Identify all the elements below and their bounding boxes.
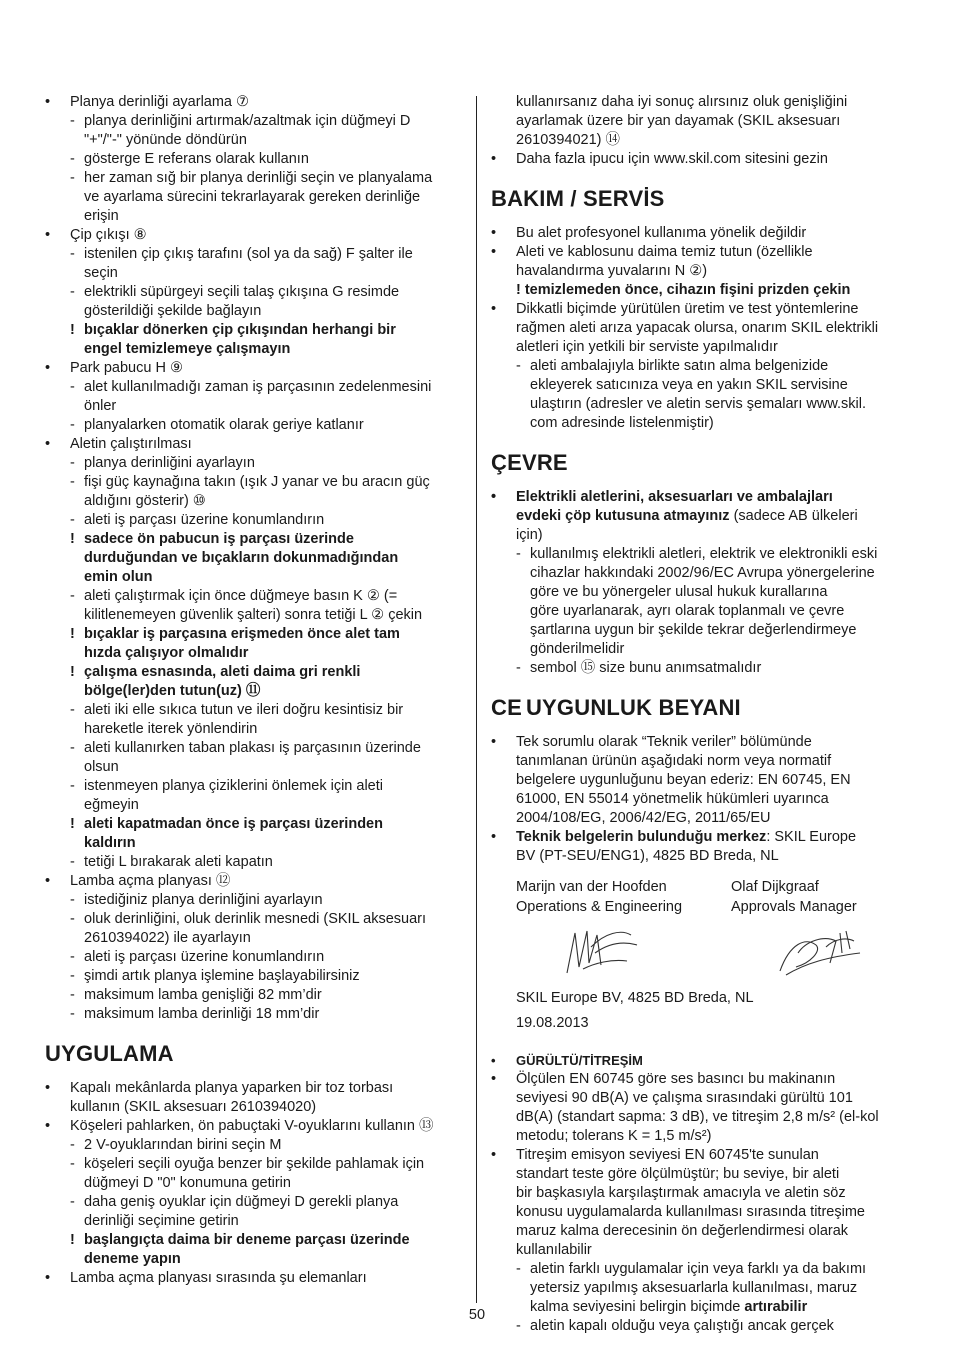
dash-item: - 2 V-oyuklarından birini seçin M: [45, 1136, 460, 1155]
continuation-line: "+"/"-" yönünde döndürün: [84, 132, 247, 148]
dash-item: - oluk derinliğini, oluk derinlik mesnedi (SKIL aksesuarı: [45, 910, 460, 929]
continuation-line: erişin: [84, 208, 119, 224]
column-divider: [476, 96, 477, 1303]
continuation-line: ayarlamak üzere bir yan dayamak (SKIL aksesuarı: [516, 113, 841, 129]
continuation-line: göre uyarlanarak, ayrı olarak toplanmalı ve çevre: [530, 603, 845, 619]
dash-item: - her zaman sığ bir planya derinliği seçin ve planyalama: [45, 169, 460, 188]
dash-item: - aleti kullanırken taban plakası iş parçasının üzerinde: [45, 739, 460, 758]
signature-block: [491, 878, 911, 1033]
signatory-a-title: Operations & Engineering: [516, 899, 683, 915]
warning-item: ! başlangıçta daima bir deneme parçası üzerinde: [45, 1231, 460, 1250]
page-number: 50: [468, 1307, 486, 1323]
warning-item: ! sadece ön pabucun iş parçası üzerinde: [45, 530, 460, 549]
dash-item: - istenilen çip çıkış tarafını (sol ya da sağ) F şalter ile: [45, 245, 460, 264]
continuation-line: 2610394022) ile ayarlayın: [84, 930, 251, 946]
dash-item: - planya derinliğini ayarlayın: [45, 454, 460, 473]
continuation-line: önler: [84, 398, 117, 414]
dash-item: - planyalarken otomatik olarak geriye katlanır: [45, 416, 460, 435]
continuation-line: bir başkasıyla karşılaştırmak amacıyla ve aletin söz: [516, 1185, 846, 1201]
bullet-item: • Teknik belgelerin bulunduğu merkez: SKIL Europe: [491, 828, 911, 847]
declaration-date: 19.08.2013: [516, 1015, 589, 1031]
bullet-item: • Ölçülen EN 60745 göre ses basıncı bu makinanın: [491, 1070, 911, 1089]
dash-item: - istenmeyen planya çiziklerini önlemek için aleti: [45, 777, 460, 796]
bullet-item: • Köşeleri pahlarken, ön pabuçtaki V-oyuklarını kullanın ⑬: [45, 1117, 460, 1136]
signature-b-image: [776, 923, 866, 981]
bullet-item: • Daha fazla ipucu için www.skil.com sitesini gezin: [491, 150, 911, 169]
dash-item: - istediğiniz planya derinliğini ayarlayın: [45, 891, 460, 910]
dash-item: - tetiği L bırakarak aleti kapatın: [45, 853, 460, 872]
dash-item: - aletin kapalı olduğu veya çalıştığı ancak gerçek: [491, 1317, 911, 1336]
bullet-item: • Aleti ve kablosunu daima temiz tutun (özellikle: [491, 243, 911, 262]
dash-item: - fişi güç kaynağına takın (ışık J yanar ve bu aracın güç: [45, 473, 460, 492]
continuation-line: dB(A) (standart sapma: 3 dB), ve titreşim 2,8 m/s² (el-kol: [516, 1109, 879, 1125]
continuation-line: eğmeyin: [84, 797, 139, 813]
continuation-line: aletleri için yetkili bir serviste yapılmalıdır: [516, 339, 778, 355]
section-heading: UYGULAMA: [45, 1041, 174, 1066]
dash-item: - aletin farklı uygulamalar için veya farklı ya da bakımı: [491, 1260, 911, 1279]
continuation-line: com adresinde listelenmiştir): [530, 415, 714, 431]
continuation-line: 61000, EN 55014 yönetmelik hükümleri uyarınca: [516, 791, 829, 807]
continuation-line: cihazlar hakkındaki 2002/96/EC Avrupa yönergelerine: [530, 565, 875, 581]
dash-item: - sembol ⑮ size bunu anımsatmalıdır: [491, 659, 911, 678]
continuation-line: kullanılabilir: [516, 1242, 592, 1258]
continuation-line: ekleyerek satıcınıza veya en yakın SKIL servisine: [530, 377, 848, 393]
right-bottom-section: [491, 1051, 911, 1336]
continuation-line: gönderilmelidir: [530, 641, 625, 657]
continuation-line: göre ve bu yönergeler ulusal hukuk kurallarına: [530, 584, 828, 600]
bullet-item: • Titreşim emisyon seviyesi EN 60745'te sunulan: [491, 1146, 911, 1165]
dash-item: - planya derinliğini artırmak/azaltmak için düğmeyi D: [45, 112, 460, 131]
dash-item: - aleti iş parçası üzerine konumlandırın: [45, 948, 460, 967]
dash-item: - şimdi artık planya işlemine başlayabilirsiniz: [45, 967, 460, 986]
dash-item: - aleti iki elle sıkıca tutun ve ileri doğru kesintisiz bir: [45, 701, 460, 720]
continuation-line: yetersiz yapılmış aksesuarlarla kullanılması, maruz: [530, 1280, 858, 1296]
continuation-line: ve ayarlama sürecini tekrarlayarak gereken derinliğe: [84, 189, 421, 205]
warning-continuation: durduğundan ve bıçakların dokunmadığından: [84, 550, 399, 566]
dash-item: - kullanılmış elektrikli aletleri, elektrik ve elektronikli eski: [491, 545, 911, 564]
bullet-item: • Elektrikli aletlerini, aksesuarları ve ambalajları: [491, 488, 911, 507]
dash-item: - aleti iş parçası üzerine konumlandırın: [45, 511, 460, 530]
warning-continuation: deneme yapın: [84, 1251, 181, 1267]
continuation-line: düğmeyi D "0" konumuna getirin: [84, 1175, 291, 1191]
continuation-line: olsun: [84, 759, 119, 775]
continuation-line: 2610394021) ⑭: [516, 132, 620, 148]
dash-item: - elektrikli süpürgeyi seçili talaş çıkışına G resimde: [45, 283, 460, 302]
continuation-line: kalma seviyesini belirgin biçimde artırabilir: [530, 1299, 808, 1315]
right-top-section: [491, 93, 911, 866]
continuation-line: gösterildiği şekilde bağlayın: [84, 303, 262, 319]
bullet-item: • Bu alet profesyonel kullanıma yönelik değildir: [491, 224, 911, 243]
dash-item: - aleti ambalajıyla birlikte satın alma belgenizide: [491, 357, 911, 376]
continuation-line: rağmen aleti arıza yapacak olursa, onarım SKIL elektrikli: [516, 320, 879, 336]
bullet-item: • Kapalı mekânlarda planya yaparken bir toz torbası: [45, 1079, 460, 1098]
continuation-line: 2004/108/EG, 2006/42/EG, 2011/65/EU: [516, 810, 771, 826]
signatory-b-name: Olaf Dijkgraaf: [731, 879, 819, 895]
continuation-line: belgelere uygunluğunu beyan ederiz: EN 60745, EN: [516, 772, 851, 788]
continuation-line: hareketle iterek yönlendirin: [84, 721, 258, 737]
left-column: [45, 93, 460, 1288]
section-heading: ÇEVRE: [491, 450, 568, 475]
warning-continuation: bölge(ler)den tutun(uz) ⑪: [84, 683, 261, 699]
warning-continuation: emin olun: [84, 569, 153, 585]
continuation-line: derinliği seçimine getirin: [84, 1213, 239, 1229]
bullet-item: • Tek sorumlu olarak “Teknik veriler” bölümünde: [491, 733, 911, 752]
warning-item: ! bıçaklar dönerken çip çıkışından herhangi bir: [45, 321, 460, 340]
continuation-line: için): [516, 527, 543, 543]
dash-item: - gösterge E referans olarak kullanın: [45, 150, 460, 169]
continuation-line: seçin: [84, 265, 118, 281]
dash-item: - daha geniş oyuklar için düğmeyi D gerekli planya: [45, 1193, 460, 1212]
right-column: [491, 93, 911, 1336]
signature-a-image: [561, 923, 641, 981]
continuation-line: metodu; tolerans K = 1,5 m/s²): [516, 1128, 712, 1144]
company-address: SKIL Europe BV, 4825 BD Breda, NL: [516, 990, 754, 1006]
warning-item: ! temizlemeden önce, cihazın fişini prizden çekin: [516, 282, 851, 298]
dash-item: - alet kullanılmadığı zaman iş parçasının zedelenmesini: [45, 378, 460, 397]
continuation-line: BV (PT-SEU/ENG1), 4825 BD Breda, NL: [516, 848, 779, 864]
continuation-line: evdeki çöp kutusuna atmayınız (sadece AB ülkeleri: [516, 508, 858, 524]
continuation-line: seviyesi 90 dB(A) ve çalışma sırasındaki gürültü 101: [516, 1090, 853, 1106]
warning-continuation: hızda çalışıyor olmalıdır: [84, 645, 249, 661]
warning-item: ! çalışma esnasında, aleti daima gri renkli: [45, 663, 460, 682]
continuation-line: havalandırma yuvalarını N ②): [516, 263, 708, 279]
heading-text: UYGUNLUK BEYANI: [525, 695, 741, 720]
signatory-a-name: Marijn van der Hoofden: [516, 879, 667, 895]
continuation-line: şartlarına uygun bir şekilde tekrar değerlendirmeye: [530, 622, 857, 638]
section-heading: BAKIM / SERVİS: [491, 186, 665, 211]
signatory-b-title: Approvals Manager: [731, 899, 857, 915]
continuation-line: kullanırsanız daha iyi sonuç alırsınız oluk genişliğini: [516, 94, 848, 110]
dash-item: - aleti çalıştırmak için önce düğmeye basın K ② (=: [45, 587, 460, 606]
continuation-line: standart teste göre ölçülmüştür; bu seviye, bir aleti: [516, 1166, 840, 1182]
bullet-item: • GÜRÜLTÜ/TİTREŞİM: [491, 1051, 911, 1070]
bullet-item: • Lamba açma planyası sırasında şu elemanları: [45, 1269, 460, 1288]
continuation-line: ulaştırın (adresler ve aletin servis şemaları www.skil.: [530, 396, 867, 412]
continuation-line: kilitlenemeyen güvenlik şalteri) sonra tetiği L ② çekin: [84, 607, 423, 623]
continuation-line: aldığını gösterir) ⑩: [84, 493, 206, 509]
warning-continuation: engel temizlemeye çalışmayın: [84, 341, 291, 357]
warning-item: ! aleti kapatmadan önce iş parçası üzerinden: [45, 815, 460, 834]
dash-item: - maksimum lamba genişliği 82 mm’dir: [45, 986, 460, 1005]
continuation-line: kullanın (SKIL aksesuarı 2610394020): [70, 1099, 317, 1115]
warning-item: ! bıçaklar iş parçasına erişmeden önce alet tam: [45, 625, 460, 644]
ce-mark-icon: CE: [491, 695, 522, 720]
continuation-line: tanımlanan ürünün aşağıdaki norm veya normatif: [516, 753, 832, 769]
bullet-item: • Aletin çalıştırılması: [45, 435, 460, 454]
dash-item: - köşeleri seçili oyuğa benzer bir şekilde pahlamak için: [45, 1155, 460, 1174]
warning-continuation: kaldırın: [84, 835, 136, 851]
section-heading: [491, 695, 911, 721]
bullet-item: • Lamba açma planyası ⑫: [45, 872, 460, 891]
continuation-line: maruz kalma derecesinin ön değerlendirmesi olarak: [516, 1223, 849, 1239]
dash-item: - maksimum lamba derinliği 18 mm’dir: [45, 1005, 460, 1024]
bullet-item: • Park pabucu H ⑨: [45, 359, 460, 378]
bullet-item: • Planya derinliği ayarlama ⑦: [45, 93, 460, 112]
bullet-item: • Çip çıkışı ⑧: [45, 226, 460, 245]
bullet-item: • Dikkatli biçimde yürütülen üretim ve test yöntemlerine: [491, 300, 911, 319]
continuation-line: konusu uygulamalarda kullanılması sırasında titreşime: [516, 1204, 865, 1220]
